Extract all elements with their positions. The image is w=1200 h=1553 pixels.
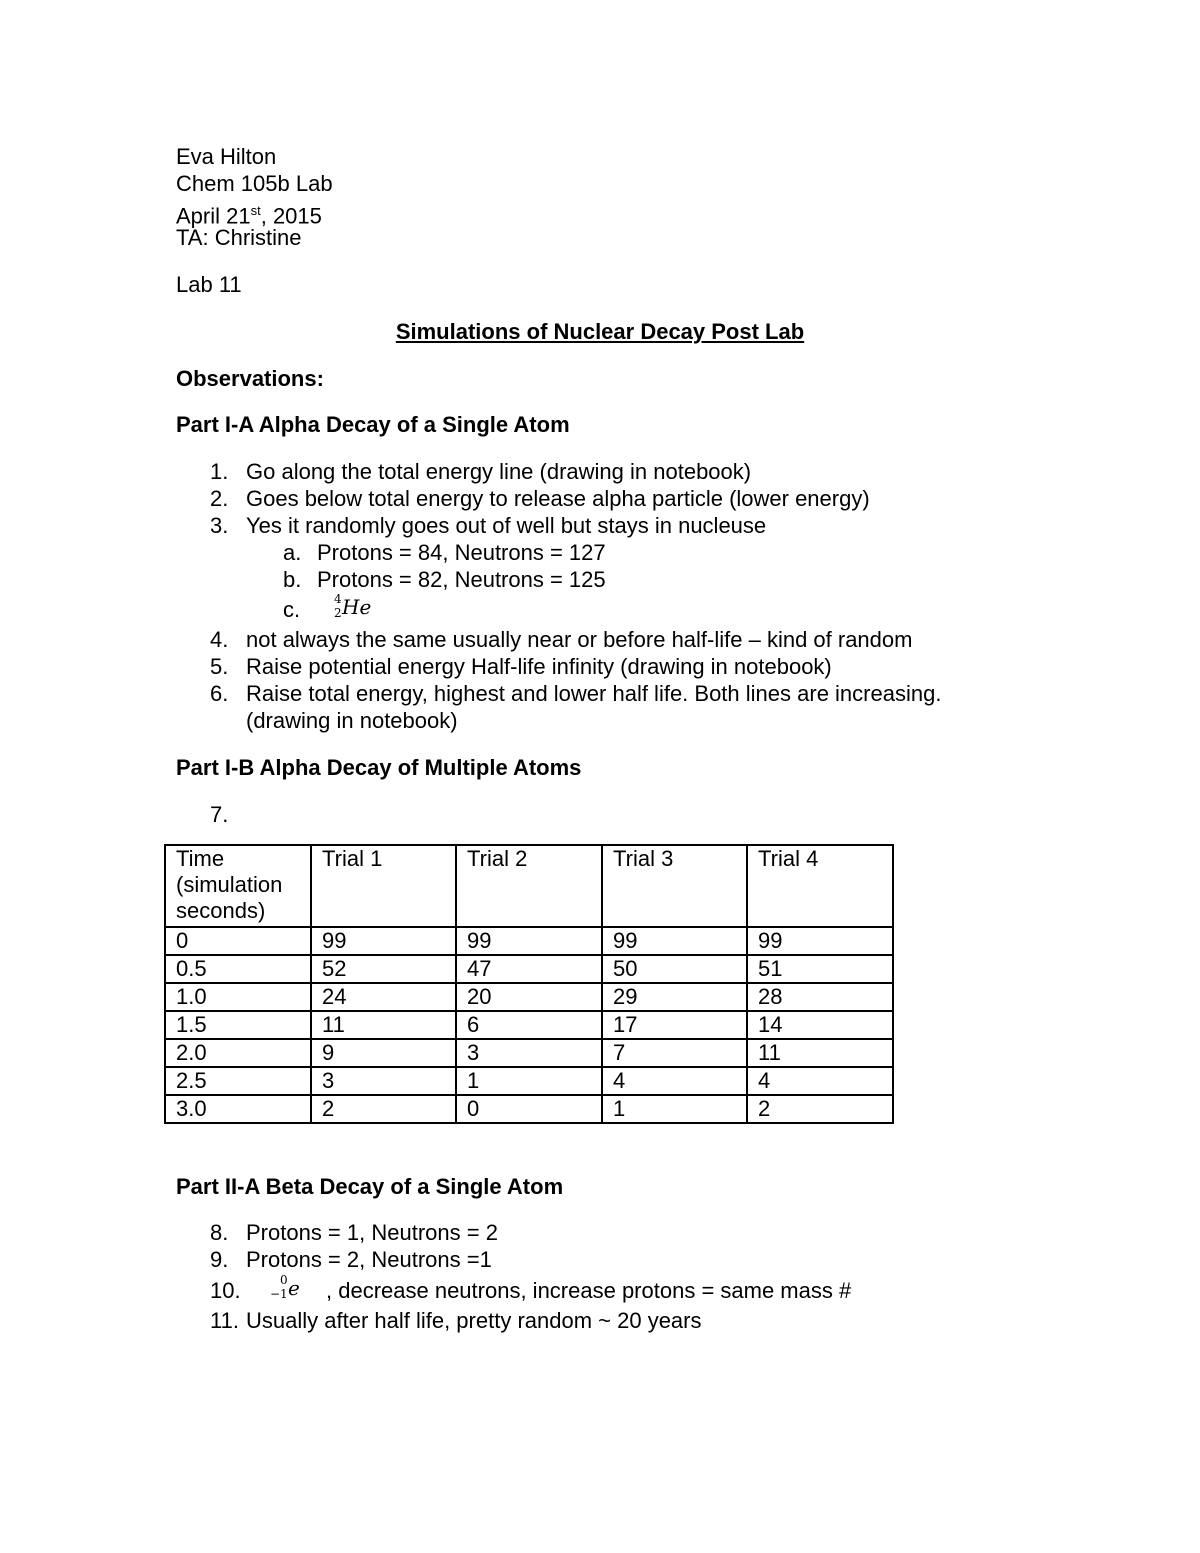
part1a-heading: Part I-A Alpha Decay of a Single Atom: [176, 412, 570, 437]
table-cell: 11: [311, 1011, 456, 1039]
author-name: Eva Hilton: [176, 144, 277, 169]
table-cell: 1.0: [165, 983, 311, 1011]
electron-mass-number: 0: [280, 1273, 288, 1287]
electron-charge-number: −1: [270, 1287, 288, 1301]
sublist-item-letter: c.: [283, 597, 301, 622]
decay-data-table: [164, 844, 894, 1124]
table-cell: 20: [456, 983, 602, 1011]
table-cell: 99: [311, 927, 456, 955]
table-cell: 2: [747, 1095, 893, 1123]
part2a-heading: Part II-A Beta Decay of a Single Atom: [176, 1174, 564, 1199]
list-item-number: 11.: [210, 1308, 239, 1333]
table-cell: 28: [747, 983, 893, 1011]
header-line: (simulation: [176, 872, 283, 897]
list-item: Yes it randomly goes out of well but stays in nucleuse: [246, 513, 767, 538]
list-item-number: 7.: [210, 802, 229, 827]
table-cell: 99: [747, 927, 893, 955]
list-item-number: 1.: [210, 459, 229, 484]
table-cell: 6: [456, 1011, 602, 1039]
list-item: Usually after half life, pretty random ~ 20 years: [246, 1308, 702, 1333]
isotope-atomic-number: 2: [334, 606, 342, 620]
table-cell: 4: [602, 1067, 747, 1095]
date-main: April 21: [176, 203, 251, 229]
table-header-time: [165, 845, 311, 927]
table-row: [165, 983, 893, 1011]
sublist-item: Protons = 84, Neutrons = 127: [317, 540, 606, 565]
list-item: Protons = 2, Neutrons =1: [246, 1247, 492, 1272]
list-item-number: 3.: [210, 513, 229, 538]
list-item-number: 5.: [210, 654, 229, 679]
table-cell: 24: [311, 983, 456, 1011]
table-cell: 4: [747, 1067, 893, 1095]
header-line: Time: [176, 846, 225, 871]
table-header-row: [165, 845, 893, 927]
table-header-trial-1: Trial 1: [311, 845, 456, 927]
table-cell: 47: [456, 955, 602, 983]
ta-name: TA: Christine: [176, 225, 302, 250]
table-row: [165, 927, 893, 955]
list-item-number: 10.: [210, 1278, 241, 1303]
list-item-number: 4.: [210, 627, 229, 652]
sublist-item-letter: a.: [283, 540, 302, 565]
list-item-number: 8.: [210, 1220, 229, 1245]
part1b-heading: Part I-B Alpha Decay of Multiple Atoms: [176, 755, 582, 780]
isotope-symbol: He: [342, 595, 372, 619]
list-item: Raise total energy, highest and lower half life. Both lines are increasing.: [246, 681, 942, 706]
table-cell: 2.5: [165, 1067, 311, 1095]
header-line: seconds): [176, 898, 266, 923]
table-cell: 2.0: [165, 1039, 311, 1067]
table-cell: 7: [602, 1039, 747, 1067]
observations-heading: Observations:: [176, 366, 324, 391]
table-cell: 51: [747, 955, 893, 983]
list-item: , decrease neutrons, increase protons = same mass #: [326, 1278, 852, 1303]
table-cell: 14: [747, 1011, 893, 1039]
table-cell: 0.5: [165, 955, 311, 983]
sublist-item-letter: b.: [283, 567, 302, 592]
table-header-trial-2: Trial 2: [456, 845, 602, 927]
table-cell: 3: [311, 1067, 456, 1095]
list-item-continuation: (drawing in notebook): [246, 708, 458, 733]
list-item: Go along the total energy line (drawing in notebook): [246, 459, 752, 484]
electron-notation: [268, 1273, 318, 1301]
page-title: Simulations of Nuclear Decay Post Lab: [395, 319, 805, 344]
date-superscript: st: [250, 203, 261, 218]
table-cell: 0: [456, 1095, 602, 1123]
table-cell: 1: [602, 1095, 747, 1123]
table-cell: 11: [747, 1039, 893, 1067]
table-header-trial-4: Trial 4: [747, 845, 893, 927]
electron-symbol: e: [288, 1276, 300, 1300]
table-cell: 3.0: [165, 1095, 311, 1123]
table-cell: 2: [311, 1095, 456, 1123]
table-cell: 0: [165, 927, 311, 955]
list-item: Protons = 1, Neutrons = 2: [246, 1220, 498, 1245]
helium-isotope: [330, 592, 380, 620]
table-cell: 17: [602, 1011, 747, 1039]
table-cell: 99: [456, 927, 602, 955]
table-cell: 52: [311, 955, 456, 983]
table-cell: 9: [311, 1039, 456, 1067]
course-name: Chem 105b Lab: [176, 171, 333, 196]
table-row: [165, 1039, 893, 1067]
table-row: [165, 1067, 893, 1095]
table-cell: 29: [602, 983, 747, 1011]
table-cell: 1.5: [165, 1011, 311, 1039]
list-item-number: 9.: [210, 1247, 229, 1272]
table-cell: 1: [456, 1067, 602, 1095]
table-cell: 3: [456, 1039, 602, 1067]
list-item: not always the same usually near or before half-life – kind of random: [246, 627, 913, 652]
date-tail: , 2015: [260, 203, 322, 229]
table-header-trial-3: Trial 3: [602, 845, 747, 927]
lab-number: Lab 11: [176, 272, 242, 297]
table-cell: 50: [602, 955, 747, 983]
table-cell: 99: [602, 927, 747, 955]
list-item-number: 2.: [210, 486, 229, 511]
table-row: [165, 1095, 893, 1123]
table-row: [165, 1011, 893, 1039]
list-item-number: 6.: [210, 681, 229, 706]
list-item: Goes below total energy to release alpha particle (lower energy): [246, 486, 870, 511]
table-row: [165, 955, 893, 983]
sublist-item: Protons = 82, Neutrons = 125: [317, 567, 606, 592]
isotope-mass-number: 4: [334, 592, 342, 606]
list-item: Raise potential energy Half-life infinity (drawing in notebook): [246, 654, 832, 679]
